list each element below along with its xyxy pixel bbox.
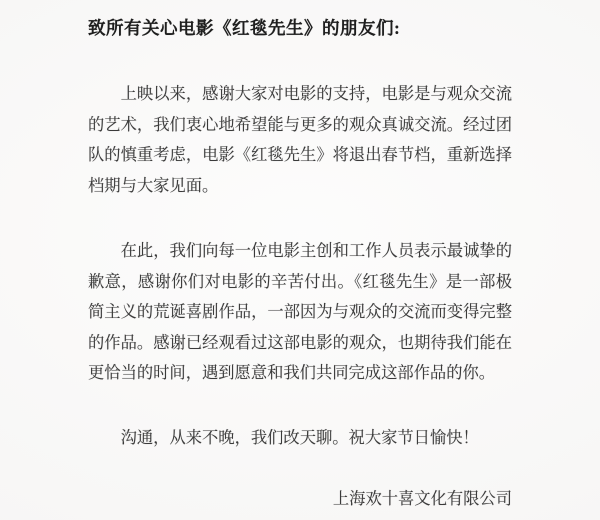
announcement-letter bbox=[88, 14, 512, 514]
letter-paragraph-3: 沟通，从来不晚，我们改天聊。祝大家节日愉快！ bbox=[120, 427, 479, 447]
letter-signature: 上海欢十喜文化有限公司 bbox=[332, 489, 512, 508]
letter-paragraph-1: 上映以来，感谢大家对电影的支持，电影是与观众交流的艺术，我们衷心地希望能与更多的观众真诚交流。经过团队的慎重考虑，电影《红毯先生》将退出春节档，重新选择档期与大家见面。 bbox=[88, 84, 512, 195]
letter-salutation: 致所有关心电影《红毯先生》的朋友们: bbox=[88, 18, 401, 38]
letter-paragraph-2: 在此，我们向每一位电影主创和工作人员表示最诚挚的歉意，感谢你们对电影的辛苦付出。《红毯先生》是一部极简主义的荒诞喜剧作品，一部因为与观众的交流而变得完整的作品。感谢已经观看过这部电影的观众，也期待我们能在更恰当的时间，遇到愿意和我们共同完成这部作品的你。 bbox=[88, 241, 512, 382]
